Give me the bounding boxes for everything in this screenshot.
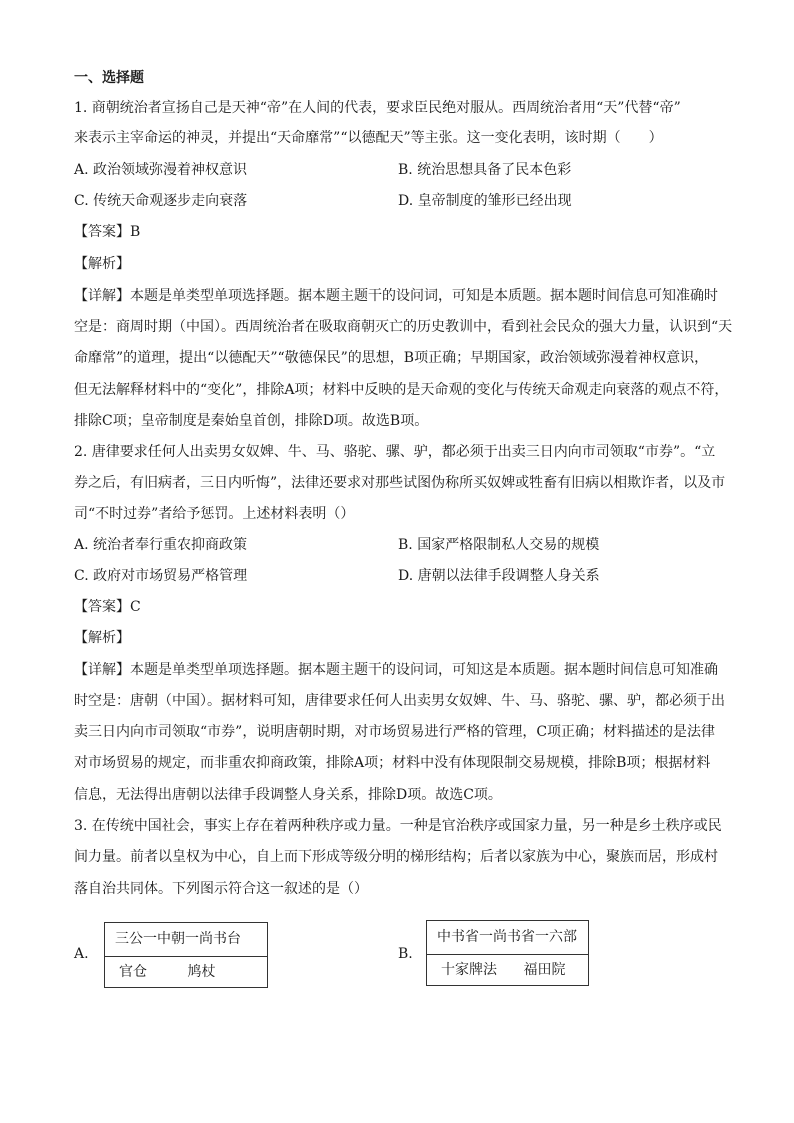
q1-option-a: A. 政治领域弥漫着神权意识 xyxy=(74,162,248,178)
q3-diagram-a-bottom-right: 鸠杖 xyxy=(187,964,216,980)
q2-answer-tag: 【答案】 xyxy=(74,599,130,615)
q1-detail-line-4: 但无法解释材料中的“变化”，排除A项；材料中反映的是天命观的变化与传统天命观走向衰落的观点不符， xyxy=(74,382,729,398)
q3-stem-line-1: 3. 在传统中国社会，事实上存在着两种秩序或力量。一种是官治秩序或国家力量，另一种是乡土秩序或民 xyxy=(74,818,722,834)
q3-stem-line-3: 落自治共同体。下列图示符合这一叙述的是（） xyxy=(74,881,368,897)
q2-option-c: C. 政府对市场贸易严格管理 xyxy=(74,568,248,584)
q2-option-a: A. 统治者奉行重农抑商政策 xyxy=(74,537,248,553)
q3-diagram-a-bottom xyxy=(105,957,267,987)
q3-stem-line-2: 间力量。前者以皇权为中心，自上而下形成等级分明的梯形结构；后者以家族为中心，聚族而居，形成村 xyxy=(74,849,718,865)
q1-detail-line-5: 排除C项；皇帝制度是秦始皇首创，排除D项。故选B项。 xyxy=(74,413,429,429)
q3-diagram-a-label: A. xyxy=(74,946,89,962)
q2-analysis-tag: 【解析】 xyxy=(74,630,130,646)
q3-diagram-b-bottom-left: 十家牌法 xyxy=(441,962,497,978)
q3-diagram-b-top: 中书省一尚书省一六部 xyxy=(427,921,588,955)
q2-answer xyxy=(74,597,141,617)
q3-diagram-b-bottom xyxy=(427,955,588,985)
q1-detail-line-1: 【详解】本题是单类型单项选择题。据本题主题干的设问词，可知是本质题。据本题时间信息可知准确时 xyxy=(74,288,718,304)
q1-option-d: D. 皇帝制度的雏形已经出现 xyxy=(398,193,572,209)
q3-diagram-b xyxy=(426,920,589,986)
q1-detail-line-3: 命靡常”的道理，提出“以德配天”“敬德保民”的思想，B项正确；早期国家，政治领域弥漫着神权意识， xyxy=(74,350,709,366)
q2-stem-line-1: 2. 唐律要求任何人出卖男女奴婢、牛、马、骆驼、骡、驴，都必须于出卖三日内向市司领取“市券”。“立 xyxy=(74,444,716,460)
section-title: 一、选择题 xyxy=(74,70,144,86)
q2-detail-line-4: 对市场贸易的规定，而非重农抑商政策，排除A项；材料中没有体现限制交易规模，排除B项；根据材料 xyxy=(74,755,711,771)
q1-stem-line-2: 来表示主宰命运的神灵，并提出“天命靡常”“以德配天”等主张。这一变化表明，该时期（ ） xyxy=(74,130,663,146)
q1-answer-value: B xyxy=(130,224,141,240)
q2-option-d: D. 唐朝以法律手段调整人身关系 xyxy=(398,568,600,584)
q2-stem-line-3: 司“不时过券”者给予惩罚。上述材料表明（） xyxy=(74,506,355,522)
q1-answer xyxy=(74,222,140,242)
q2-detail-line-5: 信息，无法得出唐朝以法律手段调整人身关系，排除D项。故选C项。 xyxy=(74,787,502,803)
q1-option-c: C. 传统天命观逐步走向衰落 xyxy=(74,193,248,209)
q3-diagram-a xyxy=(104,922,268,988)
q1-stem-line-1: 1. 商朝统治者宣扬自己是天神“帝”在人间的代表，要求臣民绝对服从。西周统治者用“天”代替“帝” xyxy=(74,100,681,116)
q1-analysis-tag: 【解析】 xyxy=(74,256,130,272)
q2-stem-line-2: 券之后，有旧病者，三日内听悔”，法律还要求对那些试图伪称所买奴婢或牲畜有旧病以相欺诈者，以及市 xyxy=(74,475,726,491)
q3-diagram-a-bottom-left: 官仓 xyxy=(119,964,147,980)
q3-diagram-a-top: 三公一中朝一尚书台 xyxy=(105,923,267,957)
q1-detail-line-2: 空是：商周时期（中国）。西周统治者在吸取商朝灭亡的历史教训中，看到社会民众的强大力量，认识到“天 xyxy=(74,319,733,335)
q2-detail-line-2: 时空是：唐朝（中国）。据材料可知，唐律要求任何人出卖男女奴婢、牛、马、骆驼、骡、驴，都必须于出 xyxy=(74,693,725,709)
q1-answer-tag: 【答案】 xyxy=(74,224,130,240)
q2-option-b: B. 国家严格限制私人交易的规模 xyxy=(398,537,600,553)
q1-option-b: B. 统治思想具备了民本色彩 xyxy=(398,162,572,178)
q2-detail-line-1: 【详解】本题是单类型单项选择题。据本题主题干的设问词，可知这是本质题。据本题时间信息可知准确 xyxy=(74,662,718,678)
q2-answer-value: C xyxy=(130,599,141,615)
q3-diagram-b-label: B. xyxy=(398,946,413,962)
q2-detail-line-3: 卖三日内向市司领取“市券”，说明唐朝时期，对市场贸易进行严格的管理，C项正确；材料描述的是法律 xyxy=(74,724,716,740)
q3-diagram-b-bottom-right: 福田院 xyxy=(523,962,566,978)
